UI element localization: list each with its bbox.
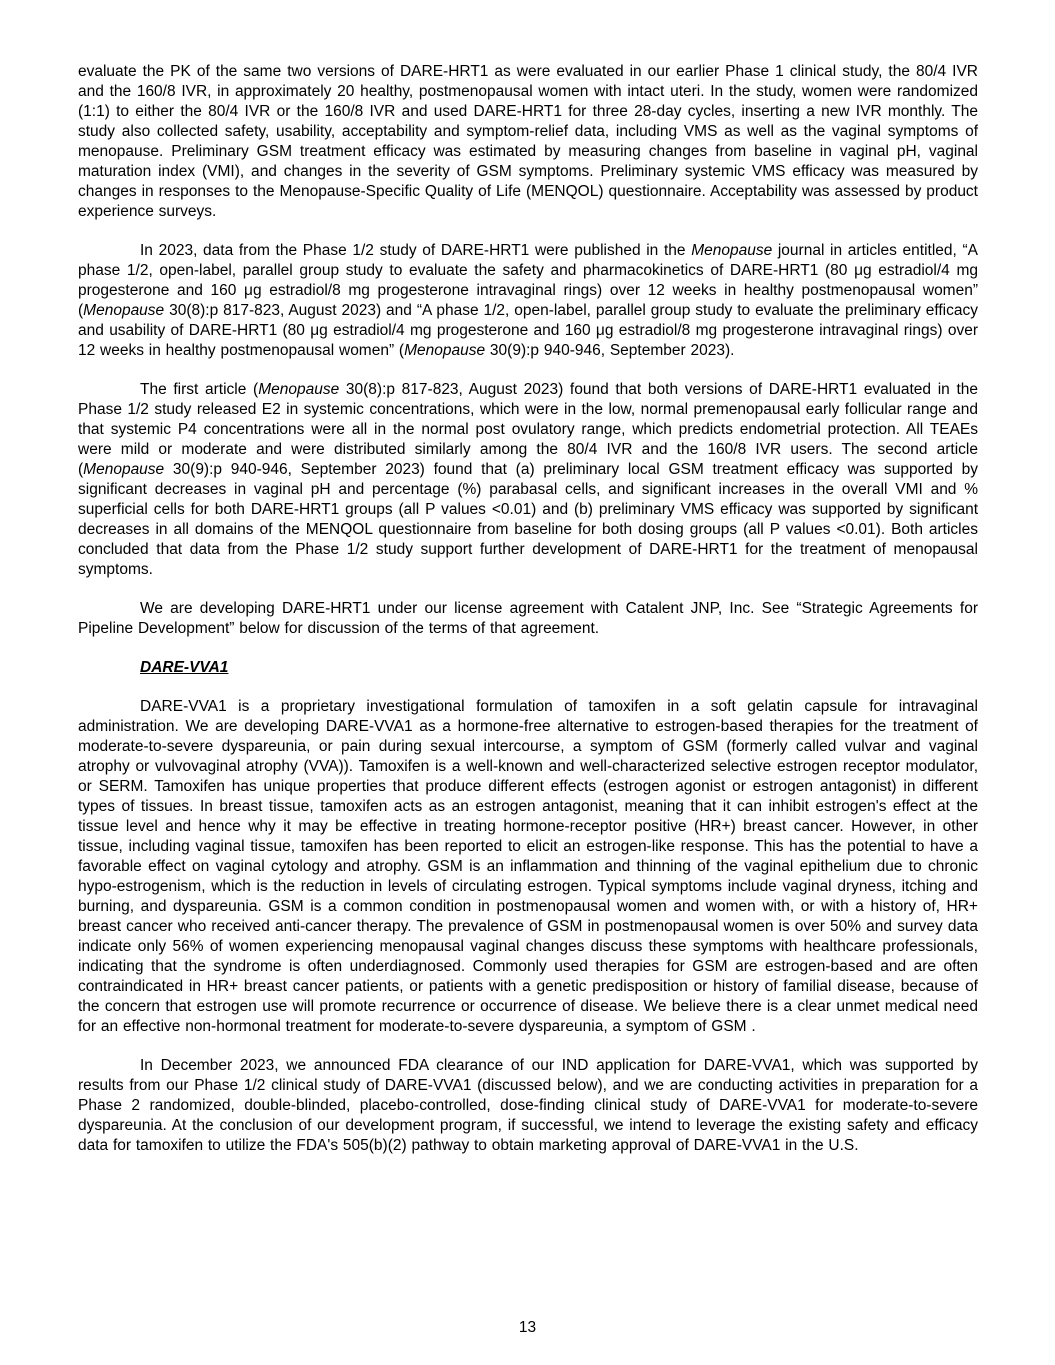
paragraph-2023-publications <box>78 241 978 361</box>
section-heading-dare-vva1: DARE-VVA1 <box>140 659 229 676</box>
journal-title-italic: Menopause <box>83 461 165 478</box>
text-segment: 30(9):p 940-946, September 2023). <box>485 342 735 359</box>
journal-title-italic: Menopause <box>404 342 486 359</box>
text-segment: In 2023, data from the Phase 1/2 study of DARE-HRT1 were published in the <box>140 242 692 259</box>
journal-title-italic: Menopause <box>83 302 165 319</box>
text-segment: 30(8):p 817-823, August 2023) and “A phase 1/2, open-label, parallel group study to evaluate the preliminary efficacy and usability of DARE-HRT1 (80 μg estradiol/4 mg progesterone and 160 μg estradiol/8 mg progesterone intravaginal rings) over 12 weeks in healthy postmenopausal women” ( <box>78 302 978 359</box>
journal-title-italic: Menopause <box>691 242 773 259</box>
text-segment: journal in articles entitled, “A phase 1/2, open-label, parallel group study to evaluate the safety and pharmacokinetics of DARE-HRT1 (80 μg estradiol/4 mg progesterone and 160 μg estradiol/8 mg progesterone intravaginal rings) over 12 weeks in healthy postmenopausal women” ( <box>78 242 978 319</box>
document-body <box>78 62 978 1156</box>
paragraph-dare-hrt1-phase12-study: evaluate the PK of the same two versions of DARE-HRT1 as were evaluated in our earlier Phase 1 clinical study, the 80/4 IVR and the 160/8 IVR, in approximately 20 healthy, postmenopausal women with intact uteri. In the study, women were randomized (1:1) to either the 80/4 IVR or the 160/8 IVR and used DARE-HRT1 for three 28-day cycles, inserting a new IVR monthly. The study also collected safety, usability, acceptability and symptom-relief data, including VMS as well as the vaginal symptoms of menopause. Preliminary GSM treatment efficacy was estimated by measuring changes from baseline in vaginal pH, vaginal maturation index (VMI), and changes in the severity of GSM symptoms. Preliminary systemic VMS efficacy was measured by changes in responses to the Menopause-Specific Quality of Life (MENQOL) questionnaire. Acceptability was assessed by product experience surveys. <box>78 63 978 220</box>
page-number: 13 <box>518 1319 537 1336</box>
text-segment: 30(9):p 940-946, September 2023) found that (a) preliminary local GSM treatment efficacy was supported by significant decreases in vaginal pH and percentage (%) parabasal cells, and significant increases in the overall VMI and % superficial cells for both DARE-HRT1 groups (all P values <0.01) and (b) preliminary VMS efficacy was supported by significant decreases in all domains of the MENQOL questionnaire from baseline for both dosing groups (all P values <0.01). Both articles concluded that data from the Phase 1/2 study support further development of DARE-HRT1 for the treatment of menopausal symptoms. <box>78 461 978 578</box>
paragraph-dare-vva1-ind-clearance: In December 2023, we announced FDA clearance of our IND application for DARE-VVA1, which was supported by results from our Phase 1/2 clinical study of DARE-VVA1 (discussed below), and we are conducting activities in preparation for a Phase 2 randomized, double-blinded, placebo-controlled, dose-finding clinical study of DARE-VVA1 for moderate-to-severe dyspareunia. At the conclusion of our development program, if successful, we intend to leverage the existing safety and efficacy data for tamoxifen to utilize the FDA's 505(b)(2) pathway to obtain marketing approval of DARE-VVA1 in the U.S. <box>78 1057 978 1154</box>
paragraph-dare-vva1-overview: DARE-VVA1 is a proprietary investigational formulation of tamoxifen in a soft gelatin capsule for intravaginal administration. We are developing DARE-VVA1 as a hormone-free alternative to estrogen-based therapies for the treatment of moderate-to-severe dyspareunia, or pain during sexual intercourse, a symptom of GSM (formerly called vulvar and vaginal atrophy or vulvovaginal atrophy (VVA)). Tamoxifen is a well-known and well-characterized selective estrogen receptor modulator, or SERM. Tamoxifen has unique properties that produce different effects (estrogen agonist or estrogen antagonist) in different types of tissues. In breast tissue, tamoxifen acts as an estrogen antagonist, meaning that it can inhibit estrogen's effect at the tissue level and hence why it may be effective in treating hormone-receptor positive (HR+) breast cancer. However, in other tissue, including vaginal tissue, tamoxifen has been reported to elicit an estrogen-like response. This has the potential to have a favorable effect on vaginal cytology and atrophy. GSM is an inflammation and thinning of the vaginal epithelium due to chronic hypo-estrogenism, which is the reduction in levels of circulating estrogen. Typical symptoms include vaginal dryness, itching and burning, and dyspareunia. GSM is a common condition in postmenopausal women and women with, or with a history of, HR+ breast cancer who received anti-cancer therapy. The prevalence of GSM in postmenopausal women is over 50% and survey data indicate only 56% of women experiencing menopausal vaginal changes discuss these symptoms with healthcare professionals, indicating that the syndrome is often underdiagnosed. Commonly used therapies for GSM are estrogen-based and are often contraindicated in HR+ breast cancer patients, or patients with a genetic predisposition or history of familial disease, because of the concern that estrogen use will promote recurrence or occurrence of disease. We believe there is a clear unmet medical need for an effective non-hormonal treatment for moderate-to-severe dyspareunia, a symptom of GSM . <box>78 698 978 1035</box>
journal-title-italic: Menopause <box>258 381 340 398</box>
paragraph-article-findings <box>78 380 978 580</box>
paragraph-license-agreement: We are developing DARE-HRT1 under our license agreement with Catalent JNP, Inc. See “Strategic Agreements for Pipeline Development” below for discussion of the terms of that agreement. <box>78 600 978 637</box>
text-segment: 30(8):p 817-823, August 2023) found that both versions of DARE-HRT1 evaluated in the Phase 1/2 study released E2 in systemic concentrations, which were in the low, normal premenopausal early follicular range and that systemic P4 concentrations were all in the normal post ovulatory range, which predicts endometrial protection. All TEAEs were mild or moderate and were distributed similarly among the 80/4 IVR and the 160/8 IVR users. The second article ( <box>78 381 978 478</box>
text-segment: The first article ( <box>140 381 259 398</box>
